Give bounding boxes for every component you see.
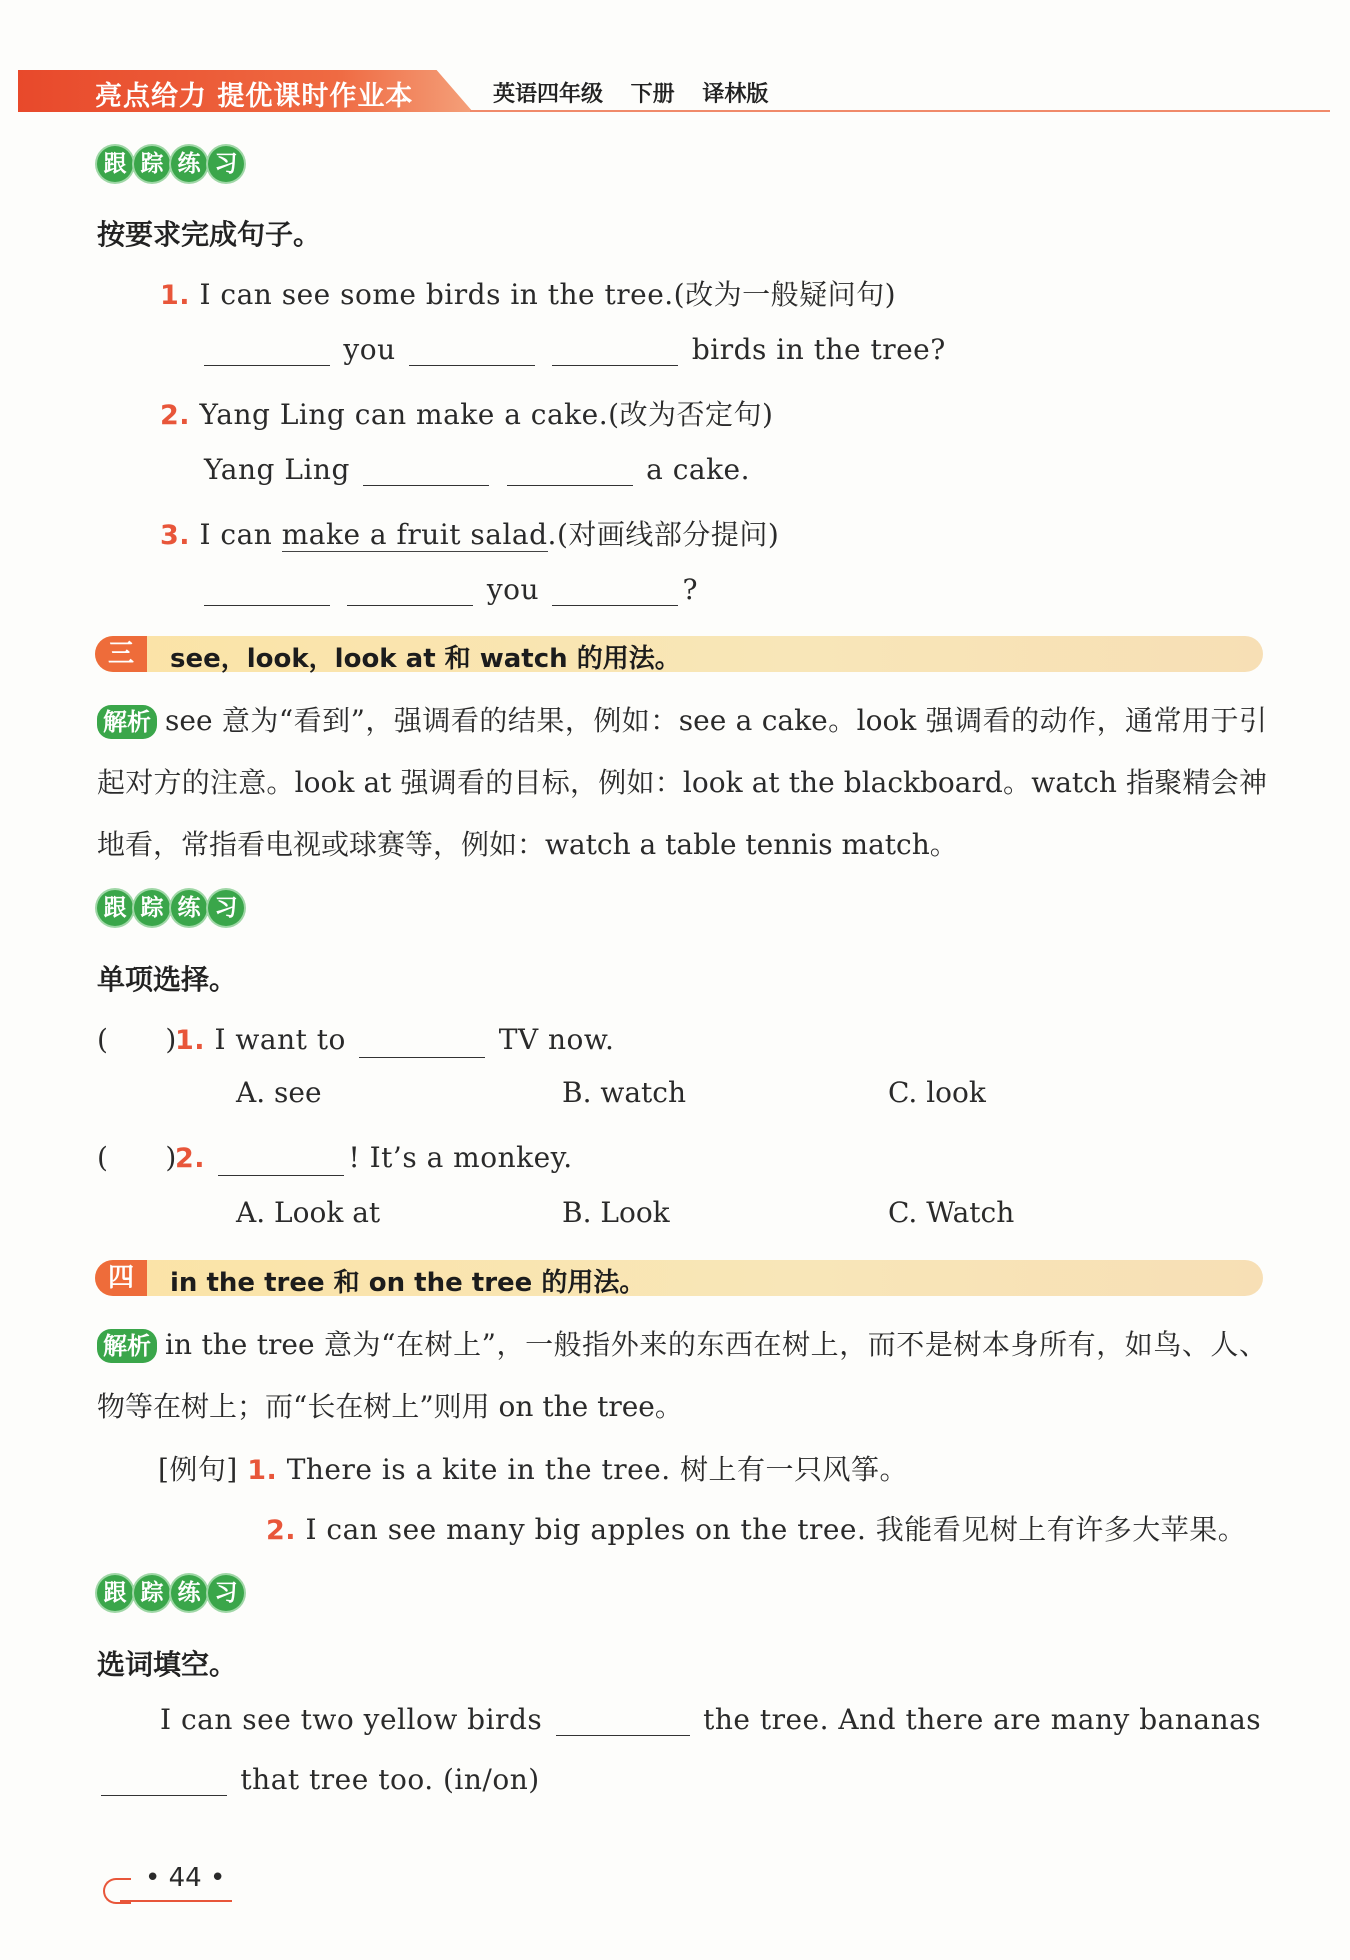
answer-line-2: Yang Ling a cake. — [204, 453, 750, 486]
fill-line-1: I can see two yellow birds the tree. And there are many bananas — [160, 1703, 1262, 1736]
book-subtitle: 英语四年级 下册 译林版 — [493, 82, 769, 107]
answer-blank[interactable] — [218, 1147, 344, 1176]
instruction-fill-words: 选词填空。 — [97, 1648, 238, 1681]
page-number-rule — [120, 1900, 232, 1902]
header-rule — [470, 110, 1330, 112]
answer-blank[interactable] — [347, 577, 473, 606]
explanation-3: 解析 see 意为“看到”，强调看的结果，例如：see a cake。look 强调看的动作，通常用于引起对方的注意。look at 强调看的目标，例如：look at the blackboard。watch 指聚精会神地看，常指看电视或球赛等，例如：watch a table tennis match。 — [97, 704, 1267, 861]
option-a[interactable]: A. Look at — [236, 1196, 381, 1229]
fill-line-2: that tree too. (in/on) — [97, 1763, 540, 1796]
instruction-single-choice: 单项选择。 — [97, 963, 238, 996]
practice-badge: 跟 踪 练 习 — [97, 146, 244, 182]
answer-line-1: you birds in the tree? — [200, 333, 946, 366]
section-title-3: see，look，look at 和 watch 的用法。 — [170, 644, 681, 674]
answer-blank[interactable] — [556, 1707, 690, 1736]
option-c[interactable]: C. Watch — [888, 1196, 1015, 1229]
section-number-4: 四 — [95, 1260, 147, 1296]
example-2: 2. I can see many big apples on the tree. 我能看见树上有许多大苹果。 — [266, 1513, 1247, 1546]
analysis-label: 解析 — [97, 1329, 157, 1363]
page-number: • 44 • — [145, 1863, 226, 1893]
answer-blank[interactable] — [101, 1767, 227, 1796]
option-c[interactable]: C. look — [888, 1076, 986, 1109]
question-1: 1. I can see some birds in the tree.(改为一般疑问句) — [160, 278, 897, 311]
answer-blank[interactable] — [204, 337, 330, 366]
option-b[interactable]: B. Look — [562, 1196, 670, 1229]
example-1: [例句] 1. There is a kite in the tree. 树上有一只风筝。 — [158, 1453, 909, 1486]
explanation-4: 解析 in the tree 意为“在树上”，一般指外来的东西在树上，而不是树本身所有，如鸟、人、物等在树上；而“长在树上”则用 on the tree。 — [97, 1328, 1267, 1423]
answer-blank[interactable] — [359, 1029, 485, 1058]
option-b[interactable]: B. watch — [562, 1076, 687, 1109]
answer-blank[interactable] — [552, 577, 678, 606]
answer-blank[interactable] — [552, 337, 678, 366]
question-2: 2. Yang Ling can make a cake.(改为否定句) — [160, 398, 774, 431]
choice-question-1: ( )1. I want to TV now. — [97, 1018, 614, 1058]
answer-blank[interactable] — [409, 337, 535, 366]
section-number-3: 三 — [95, 636, 147, 672]
practice-badge: 跟 踪 练 习 — [97, 1575, 244, 1611]
practice-badge: 跟 踪 练 习 — [97, 890, 244, 926]
example-label: [例句] — [158, 1453, 238, 1486]
answer-line-3: you ? — [200, 573, 698, 606]
underlined-phrase: make a fruit salad — [281, 518, 548, 551]
answer-blank[interactable] — [507, 457, 633, 486]
answer-blank[interactable] — [363, 457, 489, 486]
option-a[interactable]: A. see — [236, 1076, 322, 1109]
analysis-label: 解析 — [97, 705, 157, 739]
question-3: 3. I can make a fruit salad.(对画线部分提问) — [160, 518, 780, 551]
answer-paren[interactable]: ( ) — [97, 1141, 177, 1174]
book-title: 亮点给力 提优课时作业本 — [95, 81, 414, 112]
answer-blank[interactable] — [204, 577, 330, 606]
choice-question-2: ( )2. ! It’s a monkey. — [97, 1136, 573, 1176]
instruction-complete-sentences: 按要求完成句子。 — [97, 218, 322, 251]
answer-paren[interactable]: ( ) — [97, 1023, 177, 1056]
section-title-4: in the tree 和 on the tree 的用法。 — [170, 1268, 646, 1298]
